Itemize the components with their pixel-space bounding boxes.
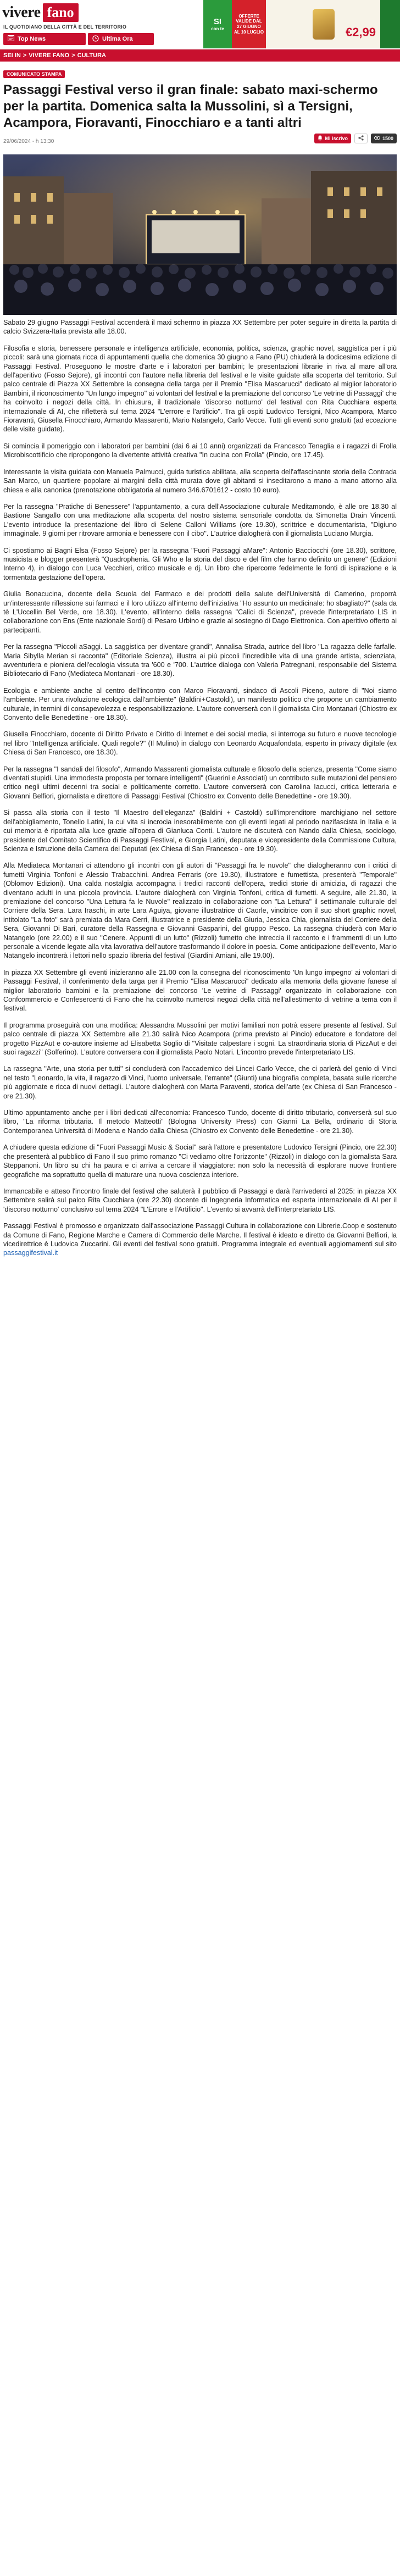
article-paragraph: Per la rassegna "Pratiche di Benessere" l'appuntamento, a cura dell'Associazione culturale Meditamondo, è alle ore 18.30 al Bastione Sangallo con una meditazione alla scoperta del nostro sistema sensoriale condotta da Simonetta Drain Vincenti. L'evento introduce la presentazione del libro di Selene Calloni Williams (ore 19.30), scrittrice e documentarista, "Digiuno immaginale. 9 giorni per ritrovare armonia e benessere con il cibo". L'autrice dialogherà con il giornalista Luciano Murgia. [3, 502, 397, 538]
ad-offer-text: OFFERTE VALIDE DAL 27 GIUGNO AL 10 LUGLIO [232, 0, 266, 48]
article-paragraph: Giulia Bonacucina, docente della Scuola del Farmaco e dei prodotti della salute dell'Università di Camerino, proporrà un'interessante riflessione sui farmaci e il loro utilizzo all'interno dell'iniziativa "Ho assunto un medicinale: ho sbagliato?" (sala da tè L'Uccellin Bel Verde, ore 18.30). L'evento, all'interno della rassegna "Calici di Scienza", prevede l'interpretariato LIS in collaborazione con Ens (Ente nazionale Sordi) di Pesaro Urbino e grazie al sostegno di Dago Elettronica. Con aperitivo offerto ai partecipanti. [3, 590, 397, 634]
article-paragraph: A chiudere questa edizione di "Fuori Passaggi Music & Social" sarà l'attore e presentatore Ludovico Tersigni (Pincio, ore 22.30) che presenterà al pubblico di Fano il suo primo romanzo "Ci vediamo oltre l'orizzonte" (Rizzoli) in dialogo con la giornalista Sara Steppanoni. Un libro su chi ha paura e ci arriva a cercare il viaggiatore: non solo la necessità di esplorare nuove frontiere geografiche ma soprattutto quella di maturare una nuova coscienza interiore. [3, 1143, 397, 1179]
article-paragraph: Si comincia il pomeriggio con i laboratori per bambini (dai 6 ai 10 anni) organizzati da Francesco Tenaglia e i ragazzi di Frolla Microbiscottificio che ripropongono la divertente attività creativa "In cucina con Frolla" (Pincio, ore 17.45). [3, 442, 397, 459]
logo-text: vivere [2, 4, 41, 21]
breadcrumb [0, 49, 400, 62]
paragraph-text: Passaggi Festival è promosso e organizzato dall'associazione Passaggi Cultura in collaborazione con Librerie.Coop e sostenuto da Comune di Fano, Regione Marche e Camera di Commercio delle Marche. Il festival è ideato e diretto da Giovanni Belfiori, la vicedirettrice è Ludovica Zuccarini. Gli eventi del festival sono gratuiti. Programma integrale ed eventuali aggiornamenti sul sito [3, 1222, 397, 1248]
article-actions [314, 134, 397, 143]
newspaper-icon [8, 35, 14, 43]
top-news-button[interactable] [3, 33, 86, 45]
article-paragraph: Il programma proseguirà con una modifica: Alessandra Mussolini per motivi familiari non potrà essere presente al festival. Sul palco centrale di piazza XX Settembre alle 21.30 salirà Nico Acampora (prima previsto al Pincio) educatore e fondatore del progetto PizzAut e co-autore insieme ad Elisabetta Soglio di "Visitate calpestare i sogni. La straordinaria storia di PizzAut e dei suoi ragazzi" (Solferino). L'autore conversera con il giornalista Paolo Notari. L'incontro prevede l'interpretariato LIS. [3, 1021, 397, 1057]
product-image [313, 9, 335, 40]
follow-button[interactable] [314, 134, 351, 143]
article-paragraph: Immancabile e atteso l'incontro finale del festival che saluterà il pubblico di Passaggi e darà l'arrivederci al 2025: in piazza XX Settembre salirà sul palco Rita Cucchiara (ore 22.30) docente di Ingegneria Informatica ed esperta internazionale di AI per il 'discorso notturno' conclusivo sul tema 2024 "L'Errore e l'Artificio". L'evento si avvarrà dell'interpretariato LIS. [3, 1187, 397, 1213]
ad-product [266, 0, 380, 48]
bell-icon [318, 135, 323, 142]
festival-site-link[interactable]: passaggifestival.it [3, 1249, 58, 1257]
ultima-ora-label: Ultima Ora [102, 36, 133, 42]
hero-photo [3, 154, 397, 315]
article-paragraph-last [3, 1222, 397, 1258]
article-paragraph: Interessante la visita guidata con Manuela Palmucci, guida turistica abilitata, alla scoperta dell'affascinante storia della Contrada San Marco, un quartiere popolare ai margini della città murata dove gli abitanti si inseditarono a mano a mano attorno alla chiesa e alla canonica (prenotazione obbligatoria al numero 346.6701612 - costo 10 euro). [3, 468, 397, 494]
article-paragraph: Ecologia e ambiente anche al centro dell'incontro con Marco Fioravanti, sindaco di Ascoli Piceno, autore di "Noi siamo l'ambiente. Per una rivoluzione ecologica dall'ambiente" (Baldini+Castoldi), un manifesto politico che propone un cambiamento culturale, in termini di consapevolezza e responsabilizzazione. L'autore converserà con il giornalista Ciro Montanari (Chiostro ex Convento delle Benedettine - ore 18.30). [3, 686, 397, 722]
article-paragraph: Alla Mediateca Montanari ci attendono gli incontri con gli autori di "Passaggi fra le nuvole" che dialogheranno con i critici di fumetti Virginia Tonfoni e Alessio Trabacchini. Andrea Ferraris (ore 19.30), illustratore e fumettista, presenterà "Temporale" (Oblomov Edizioni). Una calda nostalgia accompagna i tredici racconti dell'opera, tredici storie di amicizia, di ragazzi che diventano adulti in una piccola provincia. L'autore dialogherà con Virginia Tonfoni, critica di fumetti. A seguire, alle 21.30, la premiazione del concorso "Una Lettura fa le Nuvole" realizzato in collaborazione con "La Lettura" il settimanale culturale del Corriere della Sera. Lara Iraschi, in arte Lara Aguiya, giovane illustratrice di Caorle, vincitrice con il suo short graphic novel, intitolato "La foto" sarà premiata da Mara Cerri, illustratrice e presidente della Giuria, Jessica Chia, giornalista del Corriere della Sera, Giovanni Di Bari, curatore della Rassegna e Giovanni Gasparini, del gruppo Pesco. La rassegna chiuderà con Mario Natangelo (ore 22.00) e il suo "Cenere. Appunti di un lutto" (Rizzoli) fumetto che intreccia il racconto e i frammenti di un lutto personale a vicende legate alla vita lavorativa dell'autore trasformando il dolore in poesia. Come anticipazione dell'evento, Mario Natangelo incontrerà i lettori nello spazio libreria del festival (Giardini Amiani, alle 19.00). [3, 862, 397, 960]
article-paragraph: Sabato 29 giugno Passaggi Festival accenderà il maxi schermo in piazza XX Settembre per poter seguire in diretta la partita di calcio Svizzera-Italia prevista alle 18.00. [3, 319, 397, 336]
article [0, 62, 400, 1258]
ultima-ora-button[interactable] [88, 33, 154, 45]
article-paragraph: In piazza XX Settembre gli eventi inizieranno alle 21.00 con la consegna del riconoscimento 'Un lungo impegno' ai volontari di Passaggi Festival, il conferimento della targa per il Premio "Elisa Mascarucci" dedicato alla memoria della giovane fanese al miglior laboratorio bambini e la premiazione del concorso 'Le vetrine di Passaggi' organizzato in collaborazione con Confcommercio e Confesercenti di Fano che ha coinvolto numerosi negozi della città nell'allestimento di vetrine a tema con il festival. [3, 968, 397, 1013]
top-news-label: Top News [18, 36, 46, 42]
ad-brand: SI [213, 17, 222, 26]
comments-button[interactable] [371, 134, 397, 143]
follow-label: Mi iscrivo [325, 136, 348, 141]
ad-brand-sub: con te [211, 26, 224, 31]
ad-price: €2,99 [345, 25, 376, 39]
site-tagline: IL QUOTIDIANO DELLA CITTÀ E DEL TERRITORIO [3, 24, 127, 30]
article-title: Passaggi Festival verso il gran finale: sabato maxi-schermo per la partita. Domenica salta la Mussolini, sì a Tersigni, Acampora, Fioravanti, Finocchiaro e a tanti altri [3, 82, 378, 130]
article-paragraph: Per la rassegna "Piccoli aSaggi. La saggistica per diventare grandi", Annalisa Strada, autrice del libro "La ragazza delle farfalle. Maria Sibylla Merian si racconta" (Editoriale Scienza), illustra ai più piccoli l'incredibile vita di una grande artista, scienziata, avventuriera e pioniera dell'ecologia vissuta tra '600 e '700. L'autrice dialoga con Valeria Patregnani, responsabile del Sistema Bibliotecario di Fano (Mediateca Montanari - ore 18.30). [3, 643, 397, 678]
comments-count: 1500 [382, 136, 393, 141]
article-body [3, 318, 397, 1258]
site-logo[interactable] [2, 2, 79, 23]
article-paragraph: Filosofia e storia, benessere personale e intelligenza artificiale, economia, politica, scienza, graphic novel, saggistica per i più piccoli: sarà una giornata ricca di appuntamenti quella che domenica 30 giugno a Fano (PU) chiuderà la dodicesima edizione di Passaggi Festival. Proseguono le mostre d'arte e i laboratori per bambini; le presentazioni librarie in riva al mare all'ora dell'aperitivo (Fosso Sejore), gli incontri con l'autore nella libreria del festival e le visite guidate alla scoperta del territorio. Sul palco centrale di Piazza XX Settembre la consegna della targa per il Premio "Elisa Mascarucci" dedicato al miglior laboratorio Bambini, il riconoscimento "Un lungo impegno" ai volontari del festival e la premiazione del concorso 'Le vetrine di Passaggi' che ha coinvolto i negozi della città. In chiusura, il tradizionale 'discorso notturno' del festival con Rita Cucchiara esperta internazionale di AI, che rifletterà sul tema 2024 "L'errore e l'artificio". Tra gli ospiti Ludovico Tersigni, Nico Acampora, Marco Fioravanti, Giusella Finocchiaro, Armando Massarenti, Mario Natangelo, Carlo Vecce. Tutti gli eventi sono gratuiti (ad eccezione delle visite guidate). [3, 344, 397, 434]
article-paragraph: Ultimo appuntamento anche per i libri dedicati all'economia: Francesco Tundo, docente di diritto tributario, converserà sul suo libro, "La riforma tributaria. Il metodo Matteotti" (Bologna University Press) con Gianni La Bella, ordinario di Storia Contemporanea Università di Modena e Nando dalla Chiesa (Chiostro ex Convento delle Benedettine - ore 21.30). [3, 1109, 397, 1135]
breadcrumb-home[interactable]: SEI IN [3, 52, 21, 59]
article-date: 29/06/2024 - h 13:30 [3, 138, 54, 145]
share-icon [358, 135, 364, 142]
logo-city: fano [43, 3, 79, 22]
hero-image[interactable] [3, 154, 397, 315]
eye-icon [374, 136, 380, 141]
article-paragraph: Si passa alla storia con il testo "Il Maestro dell'eleganza" (Baldini + Castoldi) sull'imprenditore marchigiano nel settore dell'abbigliamento, Tonello Latini, la cui vita si incrocia inesorabilmente con gli eventi legati al periodo nazifascista in Italia e la cui memoria è riportata alla luce grazie all'opera di Gianluca Conti. L'autore ne discuterà con Nando dalla Chiesa, sociologo, presidente del Comitato Scientifico di Passaggi Festival, e Giorgia Latini, deputata e vicepresidente della Commissione Cultura, Scienza e Istruzione della Camera dei Deputati (ex Chiesa di San Francesco - ore 19.30). [3, 809, 397, 853]
breadcrumb-separator: > [23, 52, 27, 59]
article-paragraph: La rassegna "Arte, una storia per tutti" si concluderà con l'accademico dei Lincei Carlo Vecce, che ci parlerà del genio di Vinci nel testo "Leonardo, la vita, il ragazzo di Vinci, l'uomo universale, l'errante" (Giunti) una biografia completa, basata sulle ricerche più aggiornate e ricca di nuovi dettagli. L'autore dialogherà con Marta Paraventi, storica dell'arte (ex Chiesa di San Francesco - ore 21.30). [3, 1065, 397, 1100]
clock-icon [92, 35, 99, 43]
ad-banner[interactable] [203, 0, 400, 48]
breadcrumb-current[interactable]: CULTURA [77, 52, 106, 59]
article-meta [3, 136, 397, 146]
category-badge[interactable]: COMUNICATO STAMPA [3, 70, 65, 78]
article-paragraph: Giusella Finocchiaro, docente di Diritto Privato e Diritto di Internet e dei social media, si interroga su futuro e nuove tecnologie nel libro "Intelligenza artificiale. Quali regole?" (Il Mulino) in dialogo con Leonardo Acquafondata, esperto in privacy digitale (ex Chiesa di San Francesco, ore 18.30). [3, 730, 397, 757]
breadcrumb-separator: > [71, 52, 75, 59]
article-paragraph: Ci spostiamo ai Bagni Elsa (Fosso Sejore) per la rassegna "Fuori Passaggi aMare": Antonio Bacciocchi (ore 18.30), scrittore, musicista e blogger presenterà "Quadrophenia. Gli Who e la storia del disco e del film che hanno definito un genere" (Edizioni Interno 4), in dialogo con Luca Vecchieri, critico musicale e dj. Un libro che ripercorre fedelmente le fonti di ispirazione e la tormentata gestazione dell'opera. [3, 546, 397, 581]
breadcrumb-section[interactable]: VIVERE FANO [29, 52, 70, 59]
ad-brand-logo [203, 0, 232, 48]
site-header [0, 0, 400, 49]
ad-side-panel [380, 0, 400, 48]
share-button[interactable] [354, 134, 368, 143]
article-paragraph: Per la rassegna "I sandali del filosofo", Armando Massarenti giornalista culturale e filosofo della scienza, presenta "Come siamo diventati stupidi. Una immodesta proposta per tornare intelligenti" (Guerini e Associati) un contributo sulle mutazioni del pensiero critico negli ultimi decenni tra social e politicamente corretto. L'autore converserà con Carolina Iacucci, critica letteraria e Giovanni Belfiori, giornalista e direttore di Passaggi Festival (Chiostro ex Convento delle Benedettine - ore 19.30). [3, 765, 397, 800]
